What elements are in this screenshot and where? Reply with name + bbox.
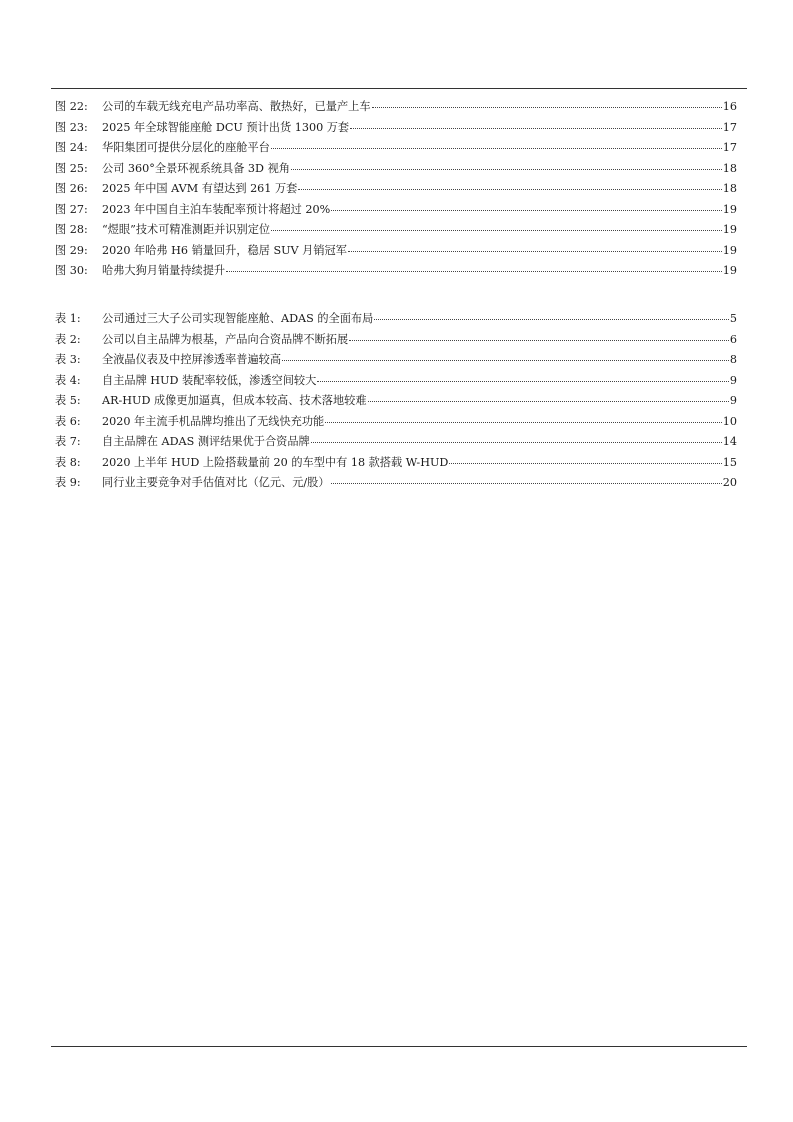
entry-title: 2020 上半年 HUD 上险搭载量前 20 的车型中有 18 款搭载 W-HUD	[102, 455, 449, 469]
figure-entry[interactable]	[55, 200, 737, 221]
footer-rule	[51, 1046, 747, 1047]
entry-label: 图 29:	[55, 243, 88, 257]
entry-title: 公司 360°全景环视系统具备 3D 视角	[102, 161, 290, 175]
dot-leader	[372, 107, 722, 108]
table-entry[interactable]	[55, 330, 737, 351]
figure-list	[55, 97, 737, 282]
entry-title: 2020 年哈弗 H6 销量回升，稳居 SUV 月销冠军	[102, 243, 347, 257]
table-entry[interactable]	[55, 432, 737, 453]
header-rule	[51, 88, 747, 89]
entry-page: 14	[722, 435, 737, 448]
entry-page: 18	[722, 182, 737, 195]
table-entry[interactable]	[55, 350, 737, 371]
entry-page: 9	[729, 373, 737, 387]
table-entry[interactable]	[55, 309, 737, 330]
dot-leader	[282, 360, 729, 361]
dot-leader	[317, 381, 729, 382]
figure-entry[interactable]	[55, 179, 737, 200]
dot-leader	[374, 319, 729, 320]
entry-title: 哈弗大狗月销量持续提升	[102, 264, 226, 277]
entry-label: 表 5:	[55, 394, 81, 407]
figure-entry[interactable]	[55, 118, 737, 139]
entry-label: 表 9:	[55, 476, 81, 489]
entry-title: 公司以自主品牌为根基，产品向合资品牌不断拓展	[102, 332, 349, 346]
entry-label: 图 22:	[55, 100, 88, 113]
entry-title: 自主品牌在 ADAS 测评结果优于合资品牌	[102, 435, 310, 448]
entry-title: 同行业主要竞争对手估值对比（亿元、元/股）	[102, 476, 330, 489]
entry-title: 2025 年全球智能座舱 DCU 预计出货 1300 万套	[102, 120, 350, 134]
entry-page: 8	[729, 353, 737, 366]
entry-title: 华阳集团可提供分层化的座舱平台	[102, 141, 270, 154]
figure-entry[interactable]	[55, 261, 737, 282]
table-entry[interactable]	[55, 473, 737, 494]
entry-label: 表 4:	[55, 373, 81, 387]
entry-title: 公司通过三大子公司实现智能座舱、ADAS 的全面布局	[102, 312, 374, 325]
entry-page: 18	[722, 161, 737, 175]
entry-title: 公司的车载无线充电产品功率高、散热好，已量产上车	[102, 100, 371, 113]
entry-label: 图 27:	[55, 202, 88, 216]
entry-page: 10	[722, 414, 737, 428]
entry-label: 表 2:	[55, 332, 81, 346]
entry-title: 2025 年中国 AVM 有望达到 261 万套	[102, 182, 298, 195]
dot-leader	[449, 463, 721, 464]
entry-title: 全液晶仪表及中控屏渗透率普遍较高	[102, 353, 282, 366]
entry-label: 表 3:	[55, 353, 81, 366]
dot-leader	[348, 251, 722, 252]
entry-page: 9	[729, 394, 737, 407]
dot-leader	[368, 401, 729, 402]
entry-page: 19	[722, 223, 737, 236]
entry-label: 表 6:	[55, 414, 81, 428]
entry-page: 19	[722, 202, 737, 216]
dot-leader	[271, 148, 722, 149]
entry-title: 2020 年主流手机品牌均推出了无线快充功能	[102, 414, 325, 428]
entry-label: 表 8:	[55, 455, 81, 469]
dot-leader	[331, 210, 721, 211]
entry-page: 16	[722, 100, 737, 113]
entry-label: 表 1:	[55, 312, 81, 325]
entry-page: 15	[722, 455, 737, 469]
table-entry[interactable]	[55, 391, 737, 412]
table-entry[interactable]	[55, 371, 737, 392]
entry-page: 5	[729, 312, 737, 325]
figure-entry[interactable]	[55, 159, 737, 180]
entry-label: 图 23:	[55, 120, 88, 134]
dot-leader	[325, 422, 722, 423]
table-entry[interactable]	[55, 412, 737, 433]
figure-entry[interactable]	[55, 241, 737, 262]
table-list	[55, 309, 737, 494]
entry-page: 17	[722, 120, 737, 134]
dot-leader	[311, 442, 722, 443]
figure-entry[interactable]	[55, 138, 737, 159]
entry-page: 17	[722, 141, 737, 154]
dot-leader	[349, 340, 729, 341]
entry-page: 19	[722, 243, 737, 257]
dot-leader	[291, 169, 722, 170]
entry-page: 20	[722, 476, 737, 489]
entry-label: 图 24:	[55, 141, 88, 154]
entry-label: 图 26:	[55, 182, 88, 195]
dot-leader	[331, 483, 722, 484]
table-entry[interactable]	[55, 453, 737, 474]
figure-entry[interactable]	[55, 220, 737, 241]
entry-page: 6	[729, 332, 737, 346]
entry-label: 表 7:	[55, 435, 81, 448]
entry-title: “煜眼”技术可精准测距并识别定位	[102, 223, 271, 236]
entry-page: 19	[722, 264, 737, 277]
dot-leader	[271, 230, 722, 231]
entry-label: 图 30:	[55, 264, 88, 277]
dot-leader	[298, 189, 721, 190]
entry-label: 图 25:	[55, 161, 88, 175]
dot-leader	[226, 271, 722, 272]
dot-leader	[350, 128, 722, 129]
entry-title: AR-HUD 成像更加逼真，但成本较高、技术落地较难	[102, 394, 367, 407]
figure-entry[interactable]	[55, 97, 737, 118]
entry-title: 自主品牌 HUD 装配率较低，渗透空间较大	[102, 373, 317, 387]
entry-title: 2023 年中国自主泊车装配率预计将超过 20%	[102, 202, 331, 216]
entry-label: 图 28:	[55, 223, 88, 236]
